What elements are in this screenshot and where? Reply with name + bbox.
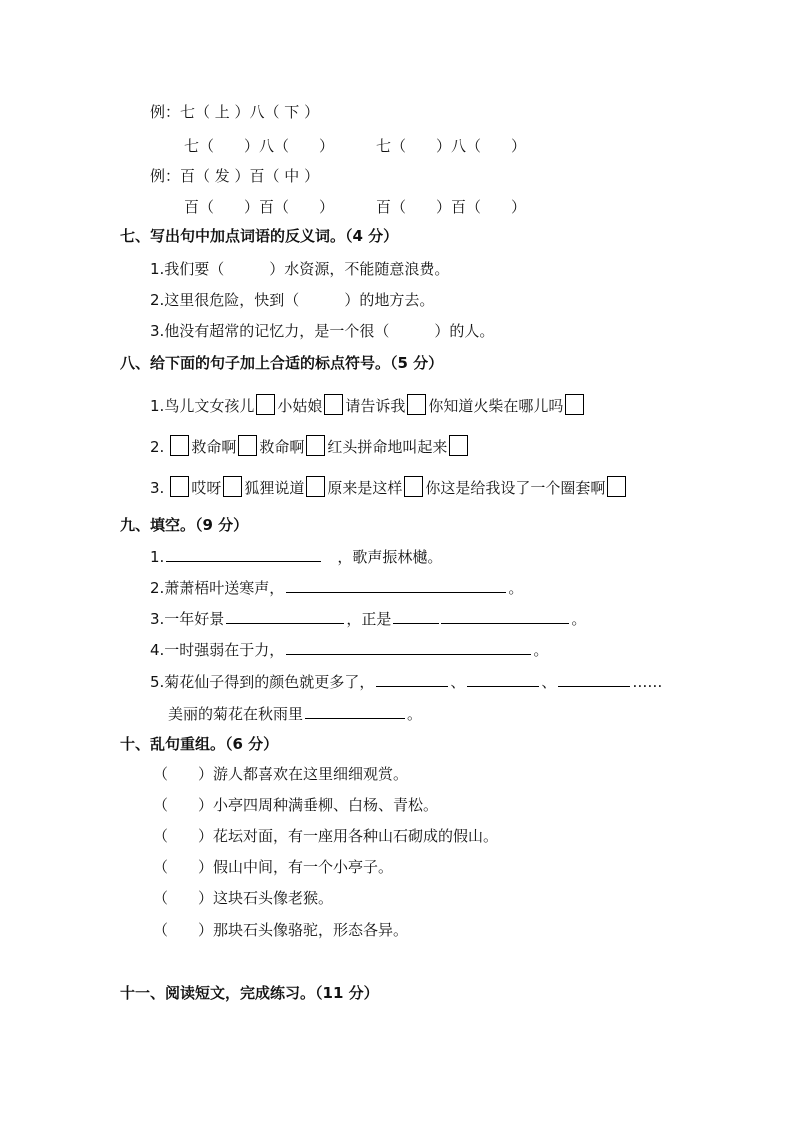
punctuation-box[interactable] xyxy=(607,476,626,497)
sentence-fragment: 救命啊 xyxy=(191,438,237,456)
fill-blank[interactable] xyxy=(441,608,569,624)
fill-item-3 xyxy=(150,608,586,628)
antonym-item-1[interactable]: 1.我们要（ ）水资源，不能随意浪费。 xyxy=(150,260,450,278)
separator: 、 xyxy=(450,673,466,691)
sentence-fragment: 你知道火柴在哪儿吗 xyxy=(428,397,564,415)
sentence-fragment: 鸟儿文女孩儿 xyxy=(164,397,255,415)
verse-text: 5.菊花仙子得到的颜色就更多了， xyxy=(150,673,375,691)
punctuation-box[interactable] xyxy=(324,394,343,415)
fill-item-4 xyxy=(150,639,548,659)
antonym-item-2[interactable]: 2.这里很危险，快到（ ）的地方去。 xyxy=(150,291,435,309)
antonym-item-3[interactable]: 3.他没有超常的记忆力，是一个很（ ）的人。 xyxy=(150,322,495,340)
reorder-item-2[interactable]: （ ）小亭四周种满垂柳、白杨、青松。 xyxy=(153,796,439,814)
sentence-fragment: 狐狸说道 xyxy=(244,479,305,497)
sentence-fragment: 红头拼命地叫起来 xyxy=(327,438,448,456)
punctuation-box[interactable] xyxy=(449,435,468,456)
separator: 、 xyxy=(541,673,557,691)
section-7-title: 七、写出句中加点词语的反义词。（4 分） xyxy=(120,227,399,245)
example-line-1: 例：七（ 上 ）八（ 下 ） xyxy=(150,103,320,121)
fill-blank[interactable] xyxy=(226,608,344,624)
verse-text: ，歌声振林樾。 xyxy=(337,548,443,566)
verse-text: 美丽的菊花在秋雨里 xyxy=(168,705,304,723)
fill-item-1 xyxy=(150,546,442,566)
reorder-item-4[interactable]: （ ）假山中间，有一个小亭子。 xyxy=(153,858,394,876)
punctuation-box[interactable] xyxy=(306,476,325,497)
reorder-item-6[interactable]: （ ）那块石头像骆驼，形态各异。 xyxy=(153,921,409,939)
punctuation-box[interactable] xyxy=(565,394,584,415)
answer-pair-2a[interactable]: 百（ ）百（ ） xyxy=(184,198,335,216)
fill-blank[interactable] xyxy=(166,546,321,562)
fill-blank[interactable] xyxy=(558,671,630,687)
fill-blank[interactable] xyxy=(286,577,506,593)
verse-text: 2.萧萧梧叶送寒声， xyxy=(150,579,285,597)
reorder-item-5[interactable]: （ ）这块石头像老猴。 xyxy=(153,889,334,907)
reorder-item-1[interactable]: （ ）游人都喜欢在这里细细观赏。 xyxy=(153,765,409,783)
section-8-title: 八、给下面的句子加上合适的标点符号。（5 分） xyxy=(120,354,444,372)
punctuation-box[interactable] xyxy=(238,435,257,456)
verse-text: 。 xyxy=(533,641,549,659)
punctuation-box[interactable] xyxy=(306,435,325,456)
verse-text: 4.一时强弱在于力， xyxy=(150,641,285,659)
verse-text: …… xyxy=(632,673,663,691)
verse-text: 。 xyxy=(407,705,423,723)
fill-blank[interactable] xyxy=(286,639,531,655)
punctuation-sentence-2 xyxy=(150,435,470,459)
sentence-fragment: 请告诉我 xyxy=(345,397,406,415)
reorder-item-3[interactable]: （ ）花坛对面，有一座用各种山石砌成的假山。 xyxy=(153,827,499,845)
answer-pair-2b[interactable]: 百（ ）百（ ） xyxy=(376,198,527,216)
punctuation-sentence-3 xyxy=(150,476,628,500)
fill-item-2 xyxy=(150,577,523,597)
verse-text: ，正是 xyxy=(346,610,392,628)
fill-blank[interactable] xyxy=(393,608,439,624)
fill-item-5-cont xyxy=(168,703,422,723)
item-number: 1. xyxy=(150,548,165,566)
punctuation-box[interactable] xyxy=(170,435,189,456)
sentence-fragment: 小姑娘 xyxy=(277,397,323,415)
example-line-2: 例：百（ 发 ）百（ 中 ） xyxy=(150,167,320,185)
fill-item-5 xyxy=(150,671,662,691)
verse-text: 。 xyxy=(508,579,524,597)
sentence-number: 3. xyxy=(150,479,165,497)
section-9-title: 九、填空。（9 分） xyxy=(120,516,249,534)
punctuation-box[interactable] xyxy=(404,476,423,497)
verse-text: 3.一年好景 xyxy=(150,610,225,628)
answer-pair-1a[interactable]: 七（ ）八（ ） xyxy=(184,137,335,155)
sentence-number: 1. xyxy=(150,397,165,415)
sentence-fragment: 原来是这样 xyxy=(327,479,403,497)
fill-blank[interactable] xyxy=(376,671,448,687)
sentence-fragment: 救命啊 xyxy=(259,438,305,456)
section-11-title: 十一、阅读短文，完成练习。（11 分） xyxy=(120,984,379,1002)
fill-blank[interactable] xyxy=(305,703,405,719)
fill-blank[interactable] xyxy=(467,671,539,687)
punctuation-box[interactable] xyxy=(256,394,275,415)
sentence-number: 2. xyxy=(150,438,165,456)
punctuation-box[interactable] xyxy=(170,476,189,497)
punctuation-box[interactable] xyxy=(407,394,426,415)
verse-text: 。 xyxy=(571,610,587,628)
punctuation-box[interactable] xyxy=(223,476,242,497)
punctuation-sentence-1 xyxy=(150,394,586,418)
answer-pair-1b[interactable]: 七（ ）八（ ） xyxy=(376,137,527,155)
sentence-fragment: 你这是给我设了一个圈套啊 xyxy=(425,479,606,497)
sentence-fragment: 哎呀 xyxy=(191,479,222,497)
section-10-title: 十、乱句重组。（6 分） xyxy=(120,735,279,753)
